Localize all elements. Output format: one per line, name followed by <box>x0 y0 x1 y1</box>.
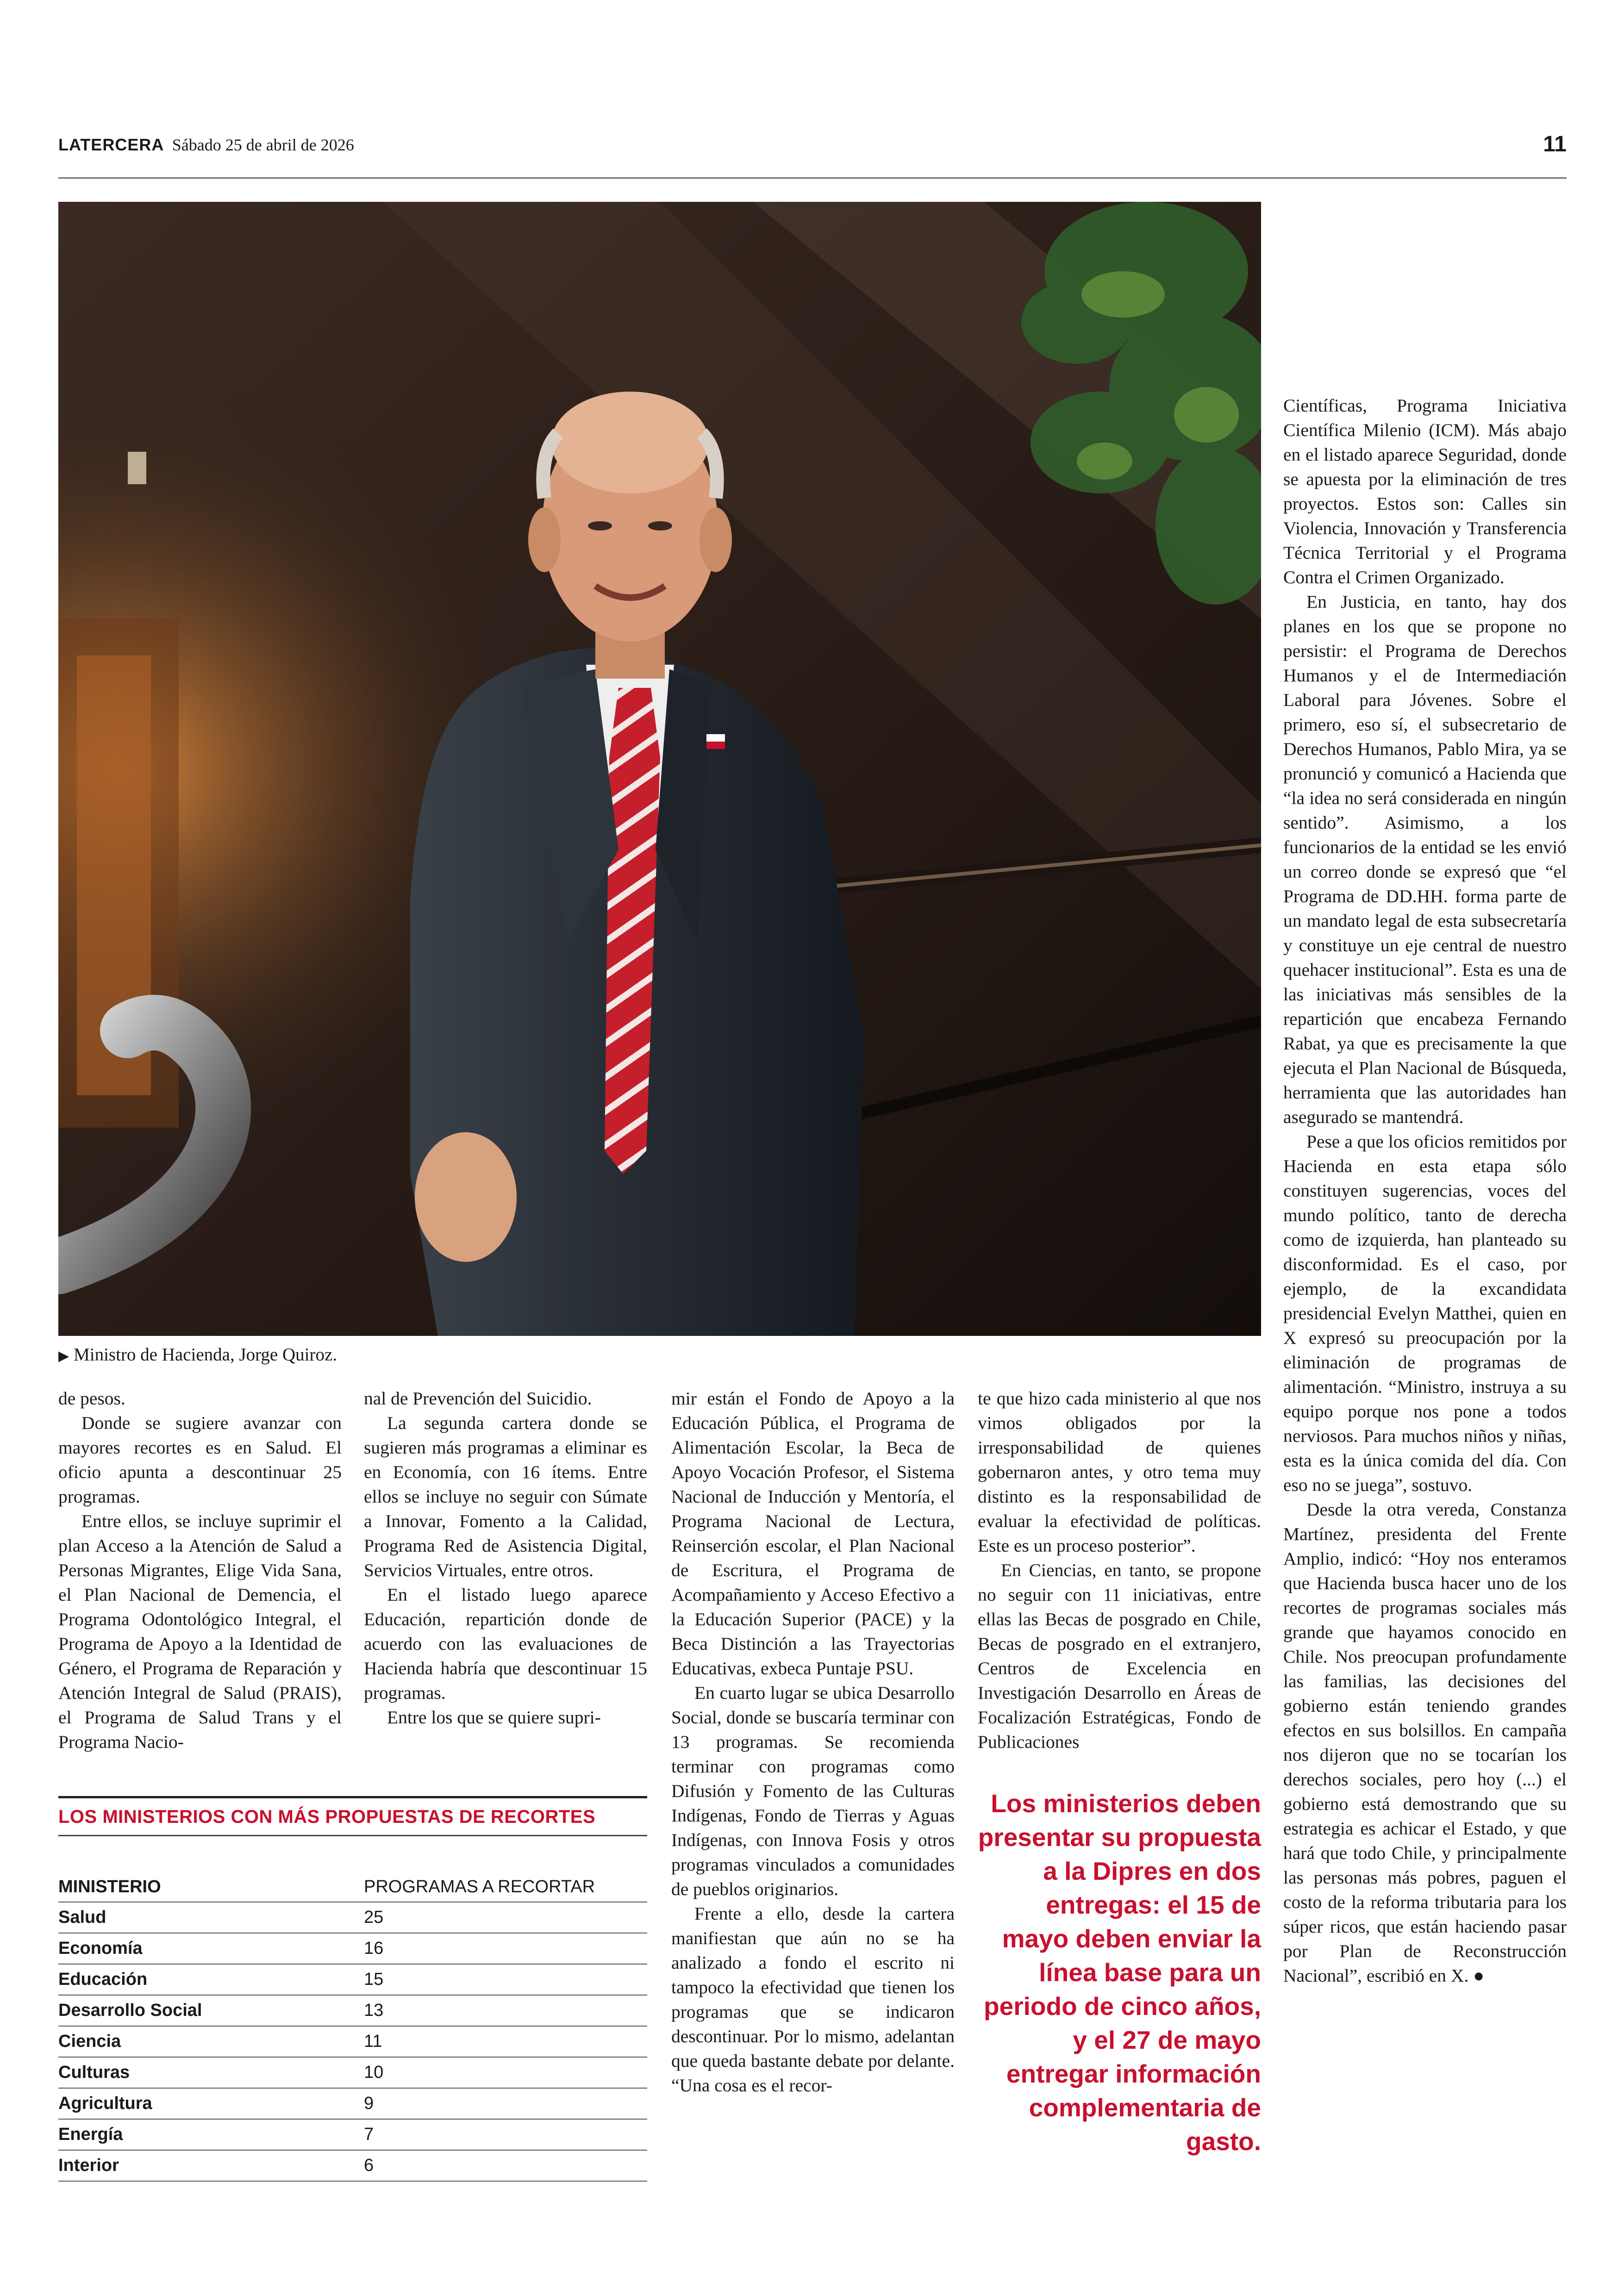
cuts-table <box>58 1796 647 2182</box>
paragraph: mir están el Fondo de Apoyo a la Educación Pública, el Programa de Alimentación Escolar, la Beca de Apoyo Vocación Profesor, el Sistema Nacional de Inducción y Mentoría, el Programa Nacional de Lectura, Reinserción escolar, el Plan Nacional de Escritura, el Programa de Acompañamiento y Acceso Efectivo a la Educación Superior (PACE) y la Beca Distinción a las Trayectorias Educativas, exbeca Puntaje PSU. <box>671 1388 955 1678</box>
table-row <box>58 2057 647 2088</box>
paragraph: En Justicia, en tanto, hay dos planes en los que se propone no persistir: el Programa de Derechos Humanos y el de Intermediación Laboral para Jóvenes. Sobre el primero, eso sí, el subsecretario de Derechos Humanos, Pablo Mira, ya se pronunció y comunicó a Hacienda que “la idea no será considerada en ningún sentido”. Asimismo, a los funcionarios de la entidad se les envió un correo donde se expresó que “el Programa de DD.HH. forma parte de un mandato legal de esta subsecretaría y constituye un eje central de nuestro quehacer institucional”. Esta es una de las iniciativas más sensibles de la repartición que encabeza Fernando Rabat, ya que es precisamente la que ejecuta el Plan Nacional de Búsqueda, herramienta que las autoridades han asegurado se mantendrá. <box>1283 592 1567 1127</box>
table-header <box>58 1836 647 1902</box>
table-header-ministerio: MINISTERIO <box>58 1877 161 1896</box>
caption-marker-icon: ▶ <box>58 1348 69 1364</box>
table-cell-programas: 25 <box>364 1908 384 1927</box>
table-title: LOS MINISTERIOS CON MÁS PROPUESTAS DE RECORTES <box>58 1807 596 1827</box>
photo-caption <box>58 1344 337 1365</box>
paragraph: Científicas, Programa Iniciativa Científica Milenio (ICM). Más abajo en el listado aparece Seguridad, donde se apuesta por la eliminación de tres proyectos. Estos son: Calles sin Violencia, Innovación y Transferencia Técnica Territorial y el Programa Contra el Crimen Organizado. <box>1283 395 1567 587</box>
page-header <box>58 135 354 155</box>
article-column-4 <box>978 1386 1261 1754</box>
table-cell-ministerio: Economía <box>58 1939 143 1958</box>
table-bottom-rule <box>58 2181 647 2182</box>
article-column-5 <box>1283 393 1567 1988</box>
table-cell-ministerio: Energía <box>58 2125 123 2144</box>
table-row <box>58 2026 647 2057</box>
paragraph: En cuarto lugar se ubica Desarrollo Social, donde se buscaría terminar con 13 programas. Se recomienda terminar con programas como Difusión y Fomento de las Culturas Indígenas, Fondo de Tierras y Aguas Indígenas, con Innova Fosis y otros programas vinculados a comunidades de pueblos originarios. <box>671 1683 955 1899</box>
page-number: 11 <box>1543 132 1567 156</box>
article-column-2 <box>364 1386 647 1730</box>
caption-text: Ministro de Hacienda, Jorge Quiroz. <box>74 1345 337 1365</box>
table-cell-programas: 15 <box>364 1970 384 1989</box>
newspaper-brand: LATERCERA <box>58 135 164 154</box>
pull-quote: Los ministerios deben presentar su propuesta a la Dipres en dos entregas: el 15 de mayo deben enviar la línea base para un periodo de cinco años, y el 27 de mayo entregar información complementaria de gasto. <box>978 1789 1261 2156</box>
paragraph: Entre ellos, se incluye suprimir el plan Acceso a la Atención de Salud a Personas Migrantes, Elige Vida Sana, el Plan Nacional de Demencia, el Programa Odontológico Integral, el Programa de Apoyo a la Identidad de Género, el Programa de Reparación y Atención Integral de Salud (PRAIS), el Programa de Salud Trans y el Programa Nacio- <box>58 1511 342 1752</box>
table-row <box>58 1933 647 1964</box>
minister-photo <box>58 202 1261 1336</box>
paragraph: Pese a que los oficios remitidos por Hacienda en esta etapa sólo constituyen sugerencias, voces del mundo político, tanto de derecha como de izquierda, han planteado su disconformidad. Es el caso, por ejemplo, de la excandidata presidencial Evelyn Matthei, quien en X expresó su preocupación por la eliminación de programas de alimentación. “Ministro, instruya a su equipo porque nos pone a todos nerviosos. Para muchos niños y niñas, esta es la única comida del día. Con eso no se juega”, sostuvo. <box>1283 1131 1567 1495</box>
table-row <box>58 1995 647 2026</box>
table-cell-programas: 13 <box>364 2001 384 2020</box>
table-cell-ministerio: Interior <box>58 2156 119 2175</box>
table-cell-programas: 9 <box>364 2094 374 2113</box>
table-row <box>58 2119 647 2150</box>
table-cell-ministerio: Ciencia <box>58 2032 121 2051</box>
table-header-programas: PROGRAMAS A RECORTAR <box>364 1877 595 1896</box>
article-column-3 <box>671 1386 955 2098</box>
table-cell-ministerio: Educación <box>58 1970 148 1989</box>
table-cell-ministerio: Desarrollo Social <box>58 2001 202 2020</box>
table-row <box>58 2088 647 2119</box>
table-cell-ministerio: Culturas <box>58 2063 130 2082</box>
paragraph: te que hizo cada ministerio al que nos vimos obligados por la irresponsabilidad de quienes gobernaron antes, y otro tema muy distinto es la responsabilidad de evaluar la efectividad de políticas. Este es un proceso posterior”. <box>978 1388 1261 1556</box>
paragraph: nal de Prevención del Suicidio. <box>364 1388 592 1409</box>
header-rule <box>58 177 1567 179</box>
table-row <box>58 1902 647 1933</box>
publication-date: Sábado 25 de abril de 2026 <box>172 136 354 154</box>
paragraph: Frente a ello, desde la cartera manifiestan que aún no se ha analizado a fondo el escrito ni tampoco la efectividad que tienen los programas que se indicaron descontinuar. Por lo mismo, adelantan que queda bastante debate por delante. “Una cosa es el recor- <box>671 1903 955 2095</box>
paragraph: Desde la otra vereda, Constanza Martínez, presidenta del Frente Amplio, indicó: “Hoy nos enteramos que Hacienda busca hacer uno de los recortes de programas sociales más grande que hayamos conocido en Chile. Nos preocupan profundamente las familias, las decisiones del gobierno están teniendo grandes efectos en sus bolsillos. En campaña nos dijeron que no se tocarían los derechos sociales, pero hoy (...) el gobierno está demostrando que su estrategia es achicar el Estado, y que hará que todo Chile, y principalmente las personas más pobres, paguen el costo de la reforma tributaria para los súper ricos, que están haciendo pasar por Plan de Reconstrucción Nacional”, escribió en X. ● <box>1283 1499 1567 1986</box>
table-cell-programas: 6 <box>364 2156 374 2175</box>
table-cell-programas: 11 <box>364 2032 382 2051</box>
paragraph: Donde se sugiere avanzar con mayores recortes es en Salud. El oficio apunta a descontinuar 25 programas. <box>58 1413 342 1507</box>
paragraph: La segunda cartera donde se sugieren más programas a eliminar es en Economía, con 16 ítems. Entre ellos se incluye no seguir con Súmate a Innovar, Fomento a la Calidad, Programa Red de Asistencia Digital, Servicios Virtuales, entre otros. <box>364 1413 647 1580</box>
paragraph: En Ciencias, en tanto, se propone no seguir con 11 iniciativas, entre ellas las Becas de posgrado en Chile, Becas de posgrado en el extranjero, Centros de Excelencia en Investigación Desarrollo en Áreas de Focalización Estratégicas, Fondo de Publicaciones <box>978 1560 1261 1752</box>
table-cell-ministerio: Salud <box>58 1908 106 1927</box>
paragraph: de pesos. <box>58 1388 125 1409</box>
paragraph: En el listado luego aparece Educación, repartición donde de acuerdo con las evaluaciones de Hacienda habría que descontinuar 15 programas. <box>364 1584 647 1703</box>
table-row <box>58 1964 647 1995</box>
table-row <box>58 2150 647 2181</box>
table-cell-ministerio: Agricultura <box>58 2094 152 2113</box>
paragraph: Entre los que se quiere supri- <box>387 1707 601 1727</box>
table-cell-programas: 10 <box>364 2063 384 2082</box>
article-column-1 <box>58 1386 342 1754</box>
table-cell-programas: 16 <box>364 1939 384 1958</box>
table-cell-programas: 7 <box>364 2125 374 2144</box>
